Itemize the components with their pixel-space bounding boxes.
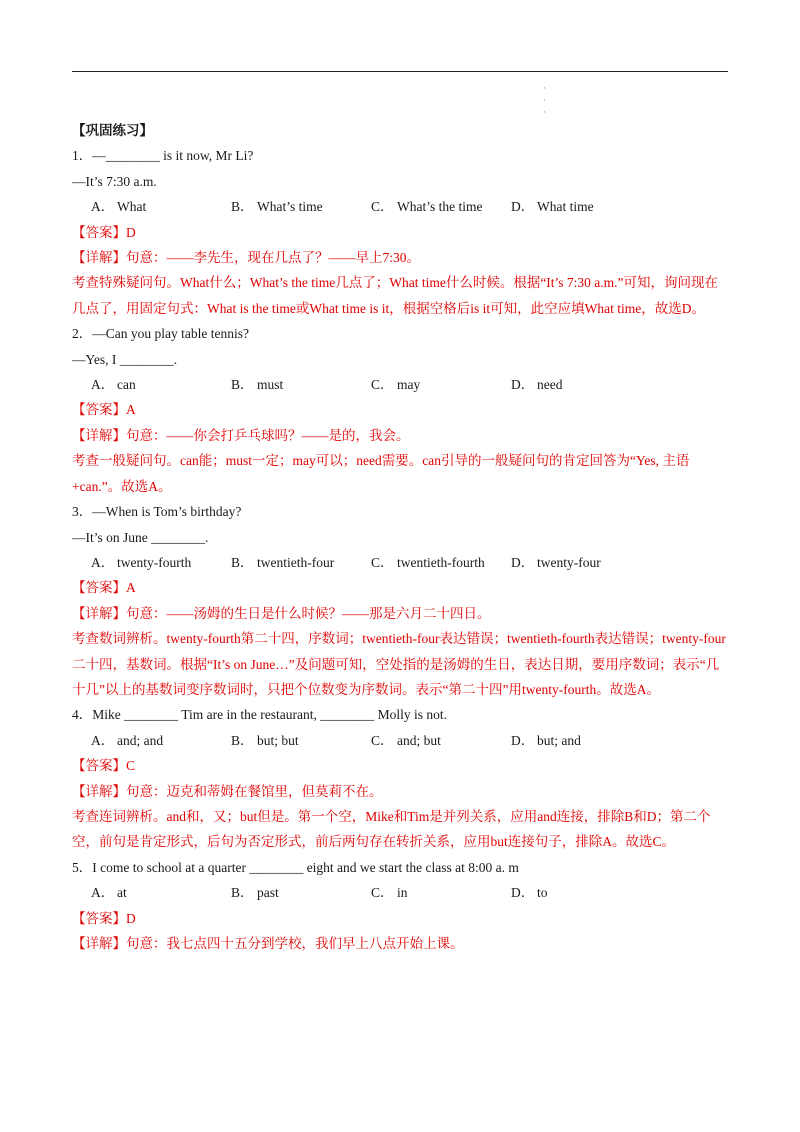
option-a: A． twenty-fourth xyxy=(91,554,192,570)
document-body xyxy=(72,118,728,956)
question-line: —Yes, I ________. xyxy=(72,351,178,367)
question-stem: 4．Mike ________ Tim are in the restaurant, ________ Molly is not. xyxy=(72,707,447,723)
header-rule xyxy=(72,71,728,72)
options-row xyxy=(72,550,728,575)
question-1 xyxy=(72,143,728,321)
question-line: —It’s on June ________. xyxy=(72,529,209,545)
answer: 【答案】A xyxy=(72,402,136,418)
section-title: 【巩固练习】 xyxy=(72,123,153,138)
explanation: 考查数词辨析。twenty-fourth第二十四，序数词；twentieth-four表达错误；twentieth-fourth表达错误；twenty-four二十四，基数词。根据“It’s on June…”及问题可知，空处指的是汤姆的生日，表达日期，要用序数词；表示“几十几”以上的基数词变序数词时，只把个位数变为序数词。表示“第二十四”用twenty-fourth。故选A。 xyxy=(72,631,726,697)
option-c: C． in xyxy=(371,885,408,901)
question-stem: 3．—When is Tom’s birthday? xyxy=(72,504,242,520)
option-c: C． What’s the time xyxy=(371,199,483,215)
option-a: A． at xyxy=(91,885,127,901)
question-5 xyxy=(72,855,728,957)
question-2 xyxy=(72,321,728,499)
explanation: 考查连词辨析。and和，又；but但是。第一个空，Mike和Tim是并列关系，应用and连接，排除B和D；第二个空，前句是肯定形式，后句为否定形式，前后两句存在转折关系，应用but连接句子，排除A。故选C。 xyxy=(72,808,711,850)
answer: 【答案】A xyxy=(72,580,136,596)
option-b: B． What’s time xyxy=(231,199,323,215)
option-d: D． to xyxy=(511,885,548,901)
option-d: D． twenty-four xyxy=(511,554,601,570)
option-b: B． past xyxy=(231,885,279,901)
margin-dots: · · · xyxy=(543,83,546,117)
question-3 xyxy=(72,499,728,702)
options-row xyxy=(72,728,728,753)
option-b: B． twentieth-four xyxy=(231,554,335,570)
question-stem: 5．I come to school at a quarter ________ eight and we start the class at 8:00 a. m xyxy=(72,859,519,875)
option-b: B． must xyxy=(231,377,284,393)
detail-translation: 【详解】句意：——你会打乒乓球吗？——是的，我会。 xyxy=(72,427,410,443)
detail-translation: 【详解】句意：——李先生，现在几点了？——早上7:30。 xyxy=(72,250,421,266)
option-a: A． can xyxy=(91,377,136,393)
explanation: 考查特殊疑问句。What什么；What’s the time几点了；What time什么时候。根据“It’s 7:30 a.m.”可知，询问现在几点了，用固定句式：What is the time或What time is it，根据空格后is it可知，此空应填What time，故选D。 xyxy=(72,275,719,316)
option-b: B． but; but xyxy=(231,732,299,748)
option-d: D． need xyxy=(511,377,563,393)
answer: 【答案】D xyxy=(72,224,136,240)
option-a: A． What xyxy=(91,199,147,215)
question-stem: 2．—Can you play table tennis? xyxy=(72,326,249,342)
option-a: A． and; and xyxy=(91,732,164,748)
question-line: —It’s 7:30 a.m. xyxy=(72,173,157,189)
explanation: 考查一般疑问句。can能；must一定；may可以；need需要。can引导的一般疑问句的肯定回答为“Yes, 主语+can.”。故选A。 xyxy=(72,453,690,494)
detail-translation: 【详解】句意：迈克和蒂姆在餐馆里，但莫莉不在。 xyxy=(72,783,383,799)
option-c: C． may xyxy=(371,377,421,393)
options-row xyxy=(72,880,728,905)
question-stem: 1．—________ is it now, Mr Li? xyxy=(72,148,254,164)
options-row xyxy=(72,194,728,219)
detail-translation: 【详解】句意：——汤姆的生日是什么时候？——那是六月二十四日。 xyxy=(72,605,491,621)
options-row xyxy=(72,372,728,397)
detail-translation: 【详解】句意：我七点四十五分到学校，我们早上八点开始上课。 xyxy=(72,936,464,951)
answer: 【答案】D xyxy=(72,910,136,926)
option-c: C． twentieth-fourth xyxy=(371,554,485,570)
option-c: C． and; but xyxy=(371,732,441,748)
option-d: D． What time xyxy=(511,199,594,215)
question-4 xyxy=(72,702,728,854)
option-d: D． but; and xyxy=(511,732,581,748)
answer: 【答案】C xyxy=(72,758,136,774)
